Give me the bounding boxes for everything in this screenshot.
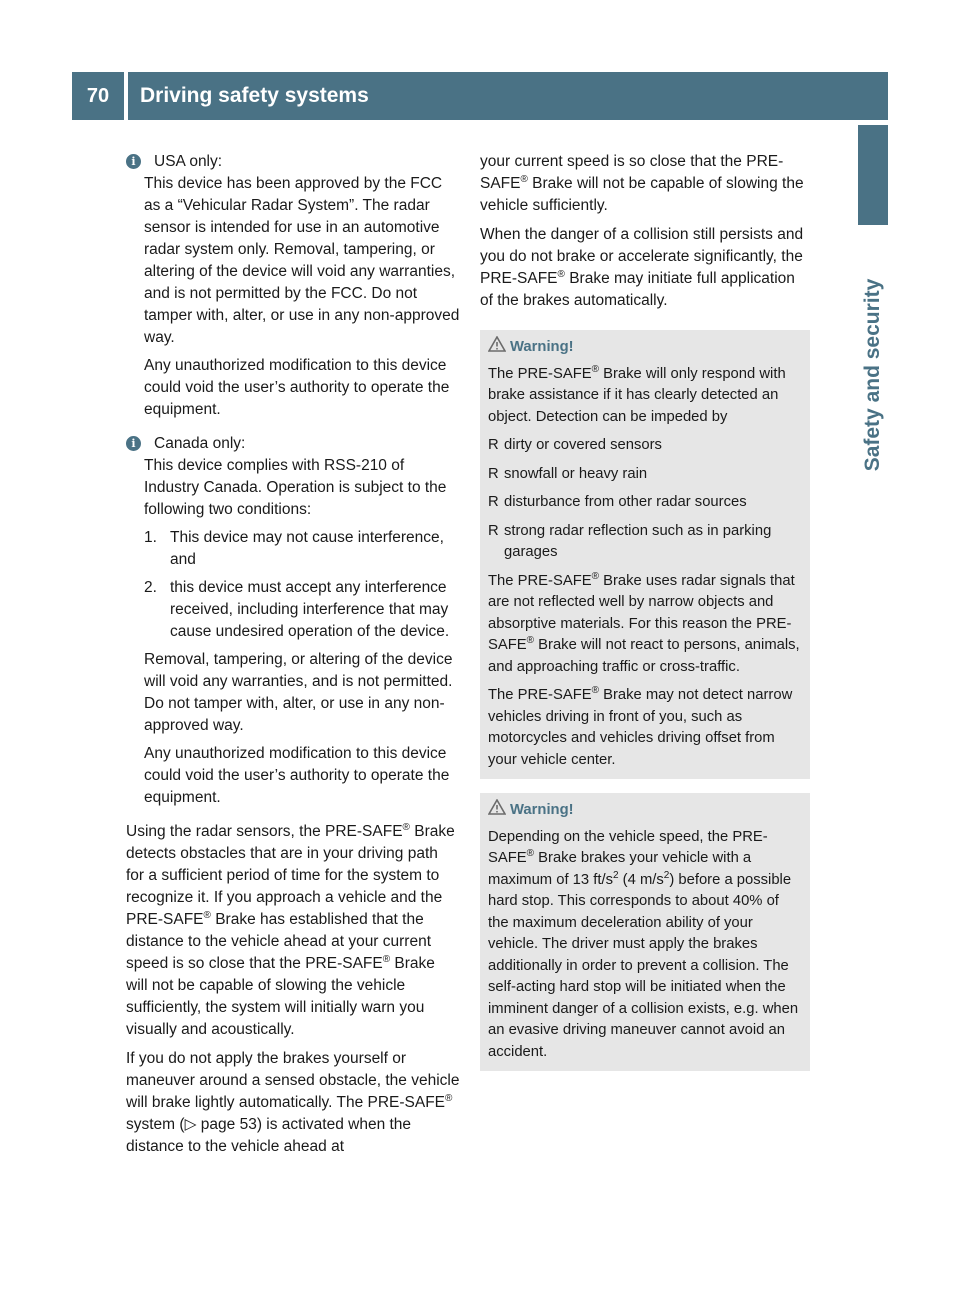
right-column [480,151,810,1081]
side-tab [858,125,888,225]
arrow-icon: ▷ [184,1116,197,1133]
page-number: 70 [72,72,124,120]
list-item: R strong radar reflection such as in parking garages [488,522,772,560]
body-paragraph: If you do not apply the brakes yourself or maneuver around a sensed obstacle, the vehicle will brake lightly automatically. The PRE-SAFE® system (▷ page 53) is activated when the distance to the vehicle ahead at [126,1050,460,1155]
section-title: Driving safety systems [128,72,888,120]
canada-text: This device complies with RSS-210 of Industry Canada. Operation is subject to the following two conditions: [144,457,447,518]
usa-text: This device has been approved by the FCC as a “Vehicular Radar System”. The radar sensor is intended for use in an automotive radar system only. Removal, tampering, or altering of the device will void any warranties, and is not permitted by the FCC. Do not tamper with, alter, or use in any non-approved way. [144,175,460,346]
conditions-list [144,527,460,643]
page-reference[interactable]: page 53) is activated when the distance to the vehicle ahead at [126,1116,412,1155]
warning-box [480,793,810,1071]
warning-box [480,330,810,779]
warning-title: Warning! [488,336,802,360]
canada-heading: Canada only: [154,435,246,452]
list-item: 2. this device must accept any interference received, including interference that may cause undesired operation of the device. [144,579,450,640]
info-icon: i [126,154,141,169]
usa-heading: USA only: [154,153,223,170]
warning-icon [488,336,510,360]
side-label: Safety and security [861,278,884,472]
left-column [126,151,460,1165]
impediment-list [488,435,802,564]
warning-text: The PRE-SAFE® Brake uses radar signals that are not reflected well by narrow objects and absorptive materials. For this reason the PRE-SAFE® Brake will not react to persons, animals, and approaching traffic or cross-traffic. [488,570,800,675]
usa-note [126,151,460,421]
warning-text: The PRE-SAFE® Brake will only respond with brake assistance if it has clearly detected an object. Detection can be impeded by [488,363,786,425]
body-paragraph: Using the radar sensors, the PRE-SAFE® Brake detects obstacles that are in your driving path for a sufficient period of time for the system to recognize it. If you approach a vehicle and the PRE-SAFE® Brake has established that the distance to the vehicle ahead at your current speed is so close that the PRE-SAFE® Brake will not be capable of slowing the vehicle sufficiently, the system will initially warn you visually and acoustically. [126,821,455,1038]
canada-note [126,433,460,809]
info-icon: i [126,436,141,451]
warning-text: The PRE-SAFE® Brake may not detect narrow vehicles driving in front of you, such as motorcycles and vehicles driving offset from your vehicle center. [488,685,793,768]
canada-text-2: Removal, tampering, or altering of the device will void any warranties, and is not permitted. Do not tamper with, alter, or use in any non-approved way. [144,651,453,734]
warning-icon [488,799,510,823]
warning-text: Depending on the vehicle speed, the PRE-SAFE® Brake brakes your vehicle with a maximum of 13 $ft/s^2$ (4 $m/s^2$) before a possible hard stop. This corresponds to about 40% of the maximum deceleration ability of your vehicle. The driver must apply the brakes additionally in order to prevent a collision. The self-acting hard stop will be initiated when the imminent danger of a collision exists, e.g. when an evasive driving maneuver cannot avoid an accident. [488,828,799,1060]
body-paragraph: your current speed is so close that the PRE-SAFE® Brake will not be capable of slowing the vehicle sufficiently. [480,153,804,214]
list-item: R disturbance from other radar sources [488,494,747,510]
warning-title: Warning! [488,799,802,823]
body-paragraph: When the danger of a collision still persists and you do not brake or accelerate significantly, the PRE-SAFE® Brake may initiate full application of the brakes automatically. [480,226,804,309]
list-item: 1. This device may not cause interference, and [144,529,444,568]
usa-text-2: Any unauthorized modification to this device could void the user’s authority to operate the equipment. [144,357,450,418]
list-item: R dirty or covered sensors [488,437,662,453]
list-item: R snowfall or heavy rain [488,465,648,482]
canada-text-3: Any unauthorized modification to this device could void the user’s authority to operate the equipment. [144,745,450,806]
